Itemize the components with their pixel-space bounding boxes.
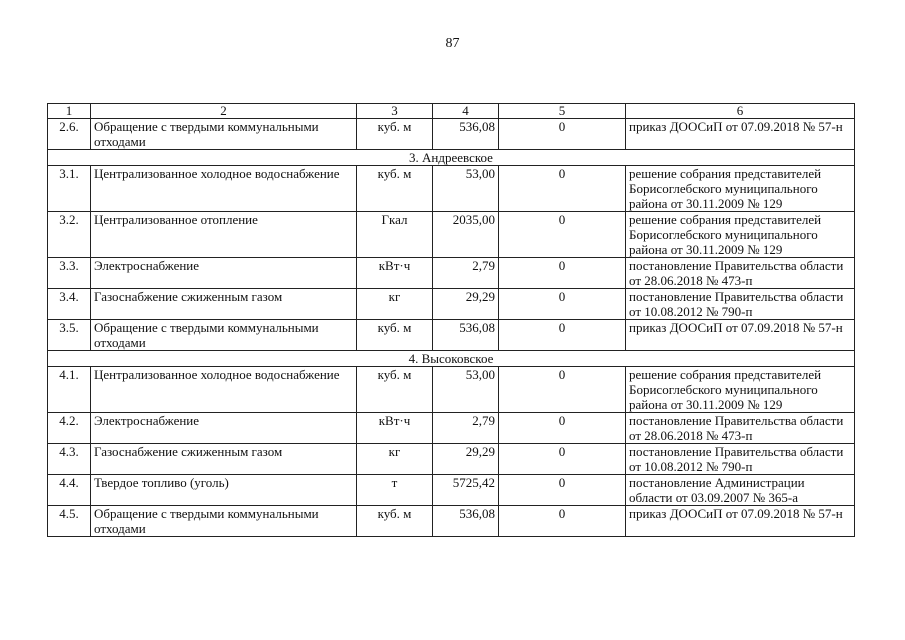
unit-cell: кг	[357, 444, 433, 475]
row-number-cell: 3.1.	[48, 166, 91, 212]
value-cell: 0	[499, 506, 626, 537]
service-name-cell: Обращение с твердыми коммунальными отходами	[91, 506, 357, 537]
section-row	[48, 150, 855, 166]
volume-cell: 53,00	[433, 367, 499, 413]
service-name-cell: Централизованное холодное водоснабжение	[91, 166, 357, 212]
unit-cell: т	[357, 475, 433, 506]
page-number: 87	[445, 36, 460, 51]
volume-cell: 5725,42	[433, 475, 499, 506]
row-number-cell: 4.2.	[48, 413, 91, 444]
column-header: 4	[433, 104, 499, 119]
row-number-cell: 4.1.	[48, 367, 91, 413]
document-reference-cell: постановление Правительства области от 10.08.2012 № 790-п	[626, 289, 855, 320]
document-reference-cell: постановление Администрации области от 03.09.2007 № 365-а	[626, 475, 855, 506]
section-title: 4. Высоковское	[48, 351, 855, 367]
value-cell: 0	[499, 212, 626, 258]
value-cell: 0	[499, 119, 626, 150]
row-number-cell: 4.5.	[48, 506, 91, 537]
value-cell: 0	[499, 258, 626, 289]
service-name-cell: Газоснабжение сжиженным газом	[91, 444, 357, 475]
service-name-cell: Централизованное отопление	[91, 212, 357, 258]
volume-cell: 2,79	[433, 258, 499, 289]
table-row	[48, 119, 855, 150]
unit-cell: кВт·ч	[357, 258, 433, 289]
service-name-cell: Централизованное холодное водоснабжение	[91, 367, 357, 413]
volume-cell: 536,08	[433, 320, 499, 351]
row-number-cell: 3.5.	[48, 320, 91, 351]
column-header: 3	[357, 104, 433, 119]
value-cell: 0	[499, 444, 626, 475]
unit-cell: кг	[357, 289, 433, 320]
volume-cell: 53,00	[433, 166, 499, 212]
document-reference-cell: постановление Правительства области от 10.08.2012 № 790-п	[626, 444, 855, 475]
service-name-cell: Электроснабжение	[91, 258, 357, 289]
tariff-table	[47, 103, 855, 537]
document-reference-cell: приказ ДООСиП от 07.09.2018 № 57-н	[626, 320, 855, 351]
value-cell: 0	[499, 320, 626, 351]
service-name-cell: Обращение с твердыми коммунальными отходами	[91, 320, 357, 351]
unit-cell: куб. м	[357, 166, 433, 212]
document-reference-cell: решение собрания представителей Борисоглебского муниципального района от 30.11.2009 № 129	[626, 212, 855, 258]
table-row	[48, 166, 855, 212]
row-number-cell: 3.3.	[48, 258, 91, 289]
volume-cell: 29,29	[433, 289, 499, 320]
unit-cell: куб. м	[357, 506, 433, 537]
service-name-cell: Газоснабжение сжиженным газом	[91, 289, 357, 320]
row-number-cell: 4.4.	[48, 475, 91, 506]
table-row	[48, 320, 855, 351]
value-cell: 0	[499, 475, 626, 506]
value-cell: 0	[499, 367, 626, 413]
document-reference-cell: постановление Правительства области от 28.06.2018 № 473-п	[626, 258, 855, 289]
table-row	[48, 444, 855, 475]
document-reference-cell: постановление Правительства области от 28.06.2018 № 473-п	[626, 413, 855, 444]
service-name-cell: Обращение с твердыми коммунальными отходами	[91, 119, 357, 150]
unit-cell: Гкал	[357, 212, 433, 258]
column-header: 1	[48, 104, 91, 119]
table-row	[48, 413, 855, 444]
volume-cell: 29,29	[433, 444, 499, 475]
volume-cell: 536,08	[433, 506, 499, 537]
column-header: 2	[91, 104, 357, 119]
section-row	[48, 351, 855, 367]
value-cell: 0	[499, 413, 626, 444]
document-reference-cell: решение собрания представителей Борисоглебского муниципального района от 30.11.2009 № 129	[626, 367, 855, 413]
section-title: 3. Андреевское	[48, 150, 855, 166]
table-row	[48, 475, 855, 506]
volume-cell: 536,08	[433, 119, 499, 150]
value-cell: 0	[499, 166, 626, 212]
row-number-cell: 3.2.	[48, 212, 91, 258]
unit-cell: куб. м	[357, 320, 433, 351]
table-row	[48, 212, 855, 258]
column-header: 6	[626, 104, 855, 119]
service-name-cell: Электроснабжение	[91, 413, 357, 444]
unit-cell: куб. м	[357, 119, 433, 150]
volume-cell: 2,79	[433, 413, 499, 444]
row-number-cell: 3.4.	[48, 289, 91, 320]
column-header: 5	[499, 104, 626, 119]
document-reference-cell: решение собрания представителей Борисоглебского муниципального района от 30.11.2009 № 129	[626, 166, 855, 212]
unit-cell: куб. м	[357, 367, 433, 413]
table-header-row	[48, 104, 855, 119]
table-row	[48, 258, 855, 289]
value-cell: 0	[499, 289, 626, 320]
row-number-cell: 4.3.	[48, 444, 91, 475]
document-reference-cell: приказ ДООСиП от 07.09.2018 № 57-н	[626, 506, 855, 537]
unit-cell: кВт·ч	[357, 413, 433, 444]
table-row	[48, 367, 855, 413]
table-row	[48, 289, 855, 320]
service-name-cell: Твердое топливо (уголь)	[91, 475, 357, 506]
table-row	[48, 506, 855, 537]
row-number-cell: 2.6.	[48, 119, 91, 150]
document-reference-cell: приказ ДООСиП от 07.09.2018 № 57-н	[626, 119, 855, 150]
volume-cell: 2035,00	[433, 212, 499, 258]
